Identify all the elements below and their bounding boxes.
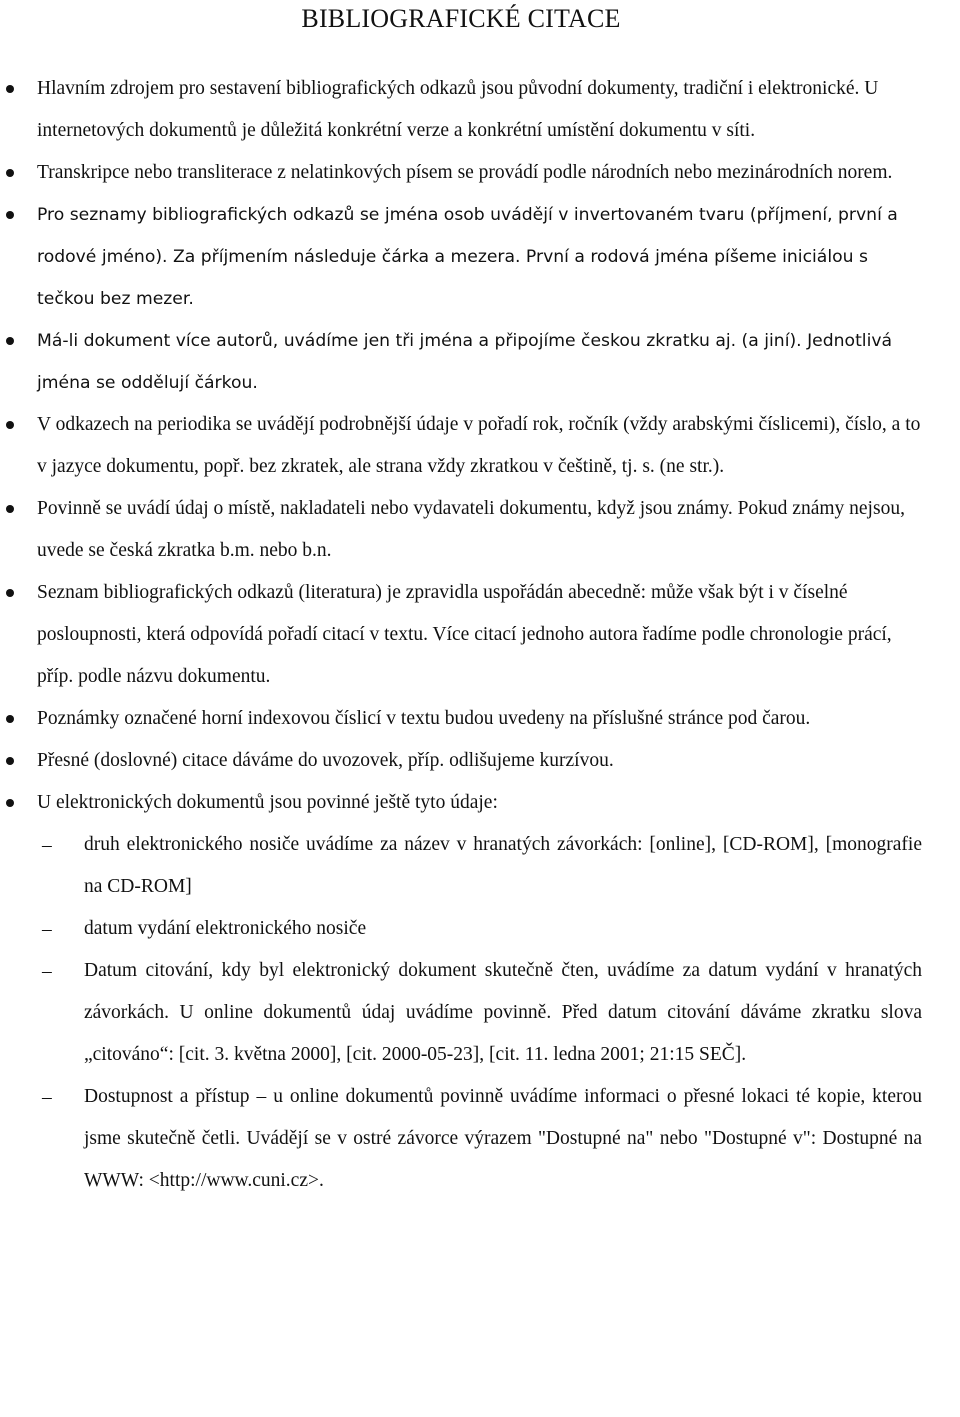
- sub-list-item: [0, 1076, 922, 1202]
- bullet-icon: [6, 85, 14, 93]
- dash-icon: –: [42, 919, 52, 940]
- dash-icon: –: [42, 835, 52, 856]
- sub-list-item: [0, 908, 922, 950]
- sub-list-item-text: Datum citování, kdy byl elektronický dokument skutečně čten, uvádíme za datum vydání v hranatých závorkách. U online dokumentů údaj uvádíme povinně. Před datum citování dáváme zkratku slova „citováno“: [cit. 3. května 2000], [cit. 2000-05-23], [cit. 11. ledna 2001; 21:15 SEČ].: [84, 960, 922, 1065]
- bullet-icon: [6, 337, 14, 345]
- bullet-icon: [6, 757, 14, 765]
- list-item-text: Pro seznamy bibliografických odkazů se jména osob uvádějí v invertovaném tvaru (příjmení, první a rodové jméno). Za příjmením následuje čárka a mezera. První a rodová jména píšeme iniciálou s tečkou bez mezer.: [37, 205, 898, 309]
- list-item: [0, 404, 930, 488]
- page-title: BIBLIOGRAFICKÉ CITACE: [301, 4, 621, 33]
- list-item: [0, 194, 930, 320]
- list-item-text: V odkazech na periodika se uvádějí podrobnější údaje v pořadí rok, ročník (vždy arabskými číslicemi), číslo, a to v jazyce dokumentu, popř. bez zkratek, ale strana vždy zkratkou v češtině, tj. s. (ne str.).: [37, 414, 921, 477]
- sub-list-item-text: datum vydání elektronického nosiče: [84, 918, 367, 939]
- list-item-text: Přesné (doslovné) citace dáváme do uvozovek, příp. odlišujeme kurzívou.: [37, 750, 614, 771]
- sub-list-item: [0, 950, 922, 1076]
- dash-icon: –: [42, 961, 52, 982]
- list-item: [0, 572, 930, 698]
- list-item: [0, 68, 930, 152]
- bullet-icon: [6, 715, 14, 723]
- list-item-text: Hlavním zdrojem pro sestavení bibliografických odkazů jsou původní dokumenty, tradiční i elektronické. U internetových dokumentů je důležitá konkrétní verze a konkrétní umístění dokumentu v síti.: [37, 78, 879, 141]
- bullet-icon: [6, 589, 14, 597]
- list-item-text: Poznámky označené horní indexovou číslicí v textu budou uvedeny na příslušné stránce pod čarou.: [37, 708, 811, 729]
- bullet-icon: [6, 421, 14, 429]
- list-item: [0, 740, 930, 782]
- bullet-icon: [6, 169, 14, 177]
- list-item: [0, 488, 930, 572]
- list-item: [0, 782, 930, 1202]
- bullet-list: [0, 68, 930, 1202]
- bullet-icon: [6, 799, 14, 807]
- sub-list-item-text: druh elektronického nosiče uvádíme za název v hranatých závorkách: [online], [CD-ROM], [monografie na CD-ROM]: [84, 834, 922, 897]
- dash-icon: –: [42, 1087, 52, 1108]
- dash-list: [0, 824, 922, 1202]
- list-item: [0, 698, 930, 740]
- list-item-text: Seznam bibliografických odkazů (literatura) je zpravidla uspořádán abecedně: může však být i v číselné posloupnosti, která odpovídá pořadí citací v textu. Více citací jednoho autora řadíme podle chronologie prácí, příp. podle názvu dokumentu.: [37, 582, 892, 687]
- list-item-text: Má-li dokument více autorů, uvádíme jen tři jména a připojíme českou zkratku aj. (a jiní). Jednotlivá jména se oddělují čárkou.: [37, 331, 893, 393]
- list-item: [0, 152, 930, 194]
- bullet-icon: [6, 211, 14, 219]
- sub-list-item-text: Dostupnost a přístup – u online dokumentů povinně uvádíme informaci o přesné lokaci té kopie, kterou jsme skutečně četli. Uvádějí se v ostré závorce výrazem "Dostupné na" nebo "Dostupné v": Dostupné na WWW: <http://www.cuni.cz>.: [84, 1086, 922, 1191]
- sub-list-item: [0, 824, 922, 908]
- list-item: [0, 320, 930, 404]
- bullet-icon: [6, 505, 14, 513]
- list-item-text: Povinně se uvádí údaj o místě, nakladateli nebo vydavateli dokumentu, když jsou známy. Pokud známy nejsou, uvede se česká zkratka b.m. nebo b.n.: [37, 498, 905, 561]
- list-item-text: U elektronických dokumentů jsou povinné ještě tyto údaje:: [37, 792, 498, 813]
- list-item-text: Transkripce nebo transliterace z nelatinkových písem se provádí podle národních nebo mezinárodních norem.: [37, 162, 893, 183]
